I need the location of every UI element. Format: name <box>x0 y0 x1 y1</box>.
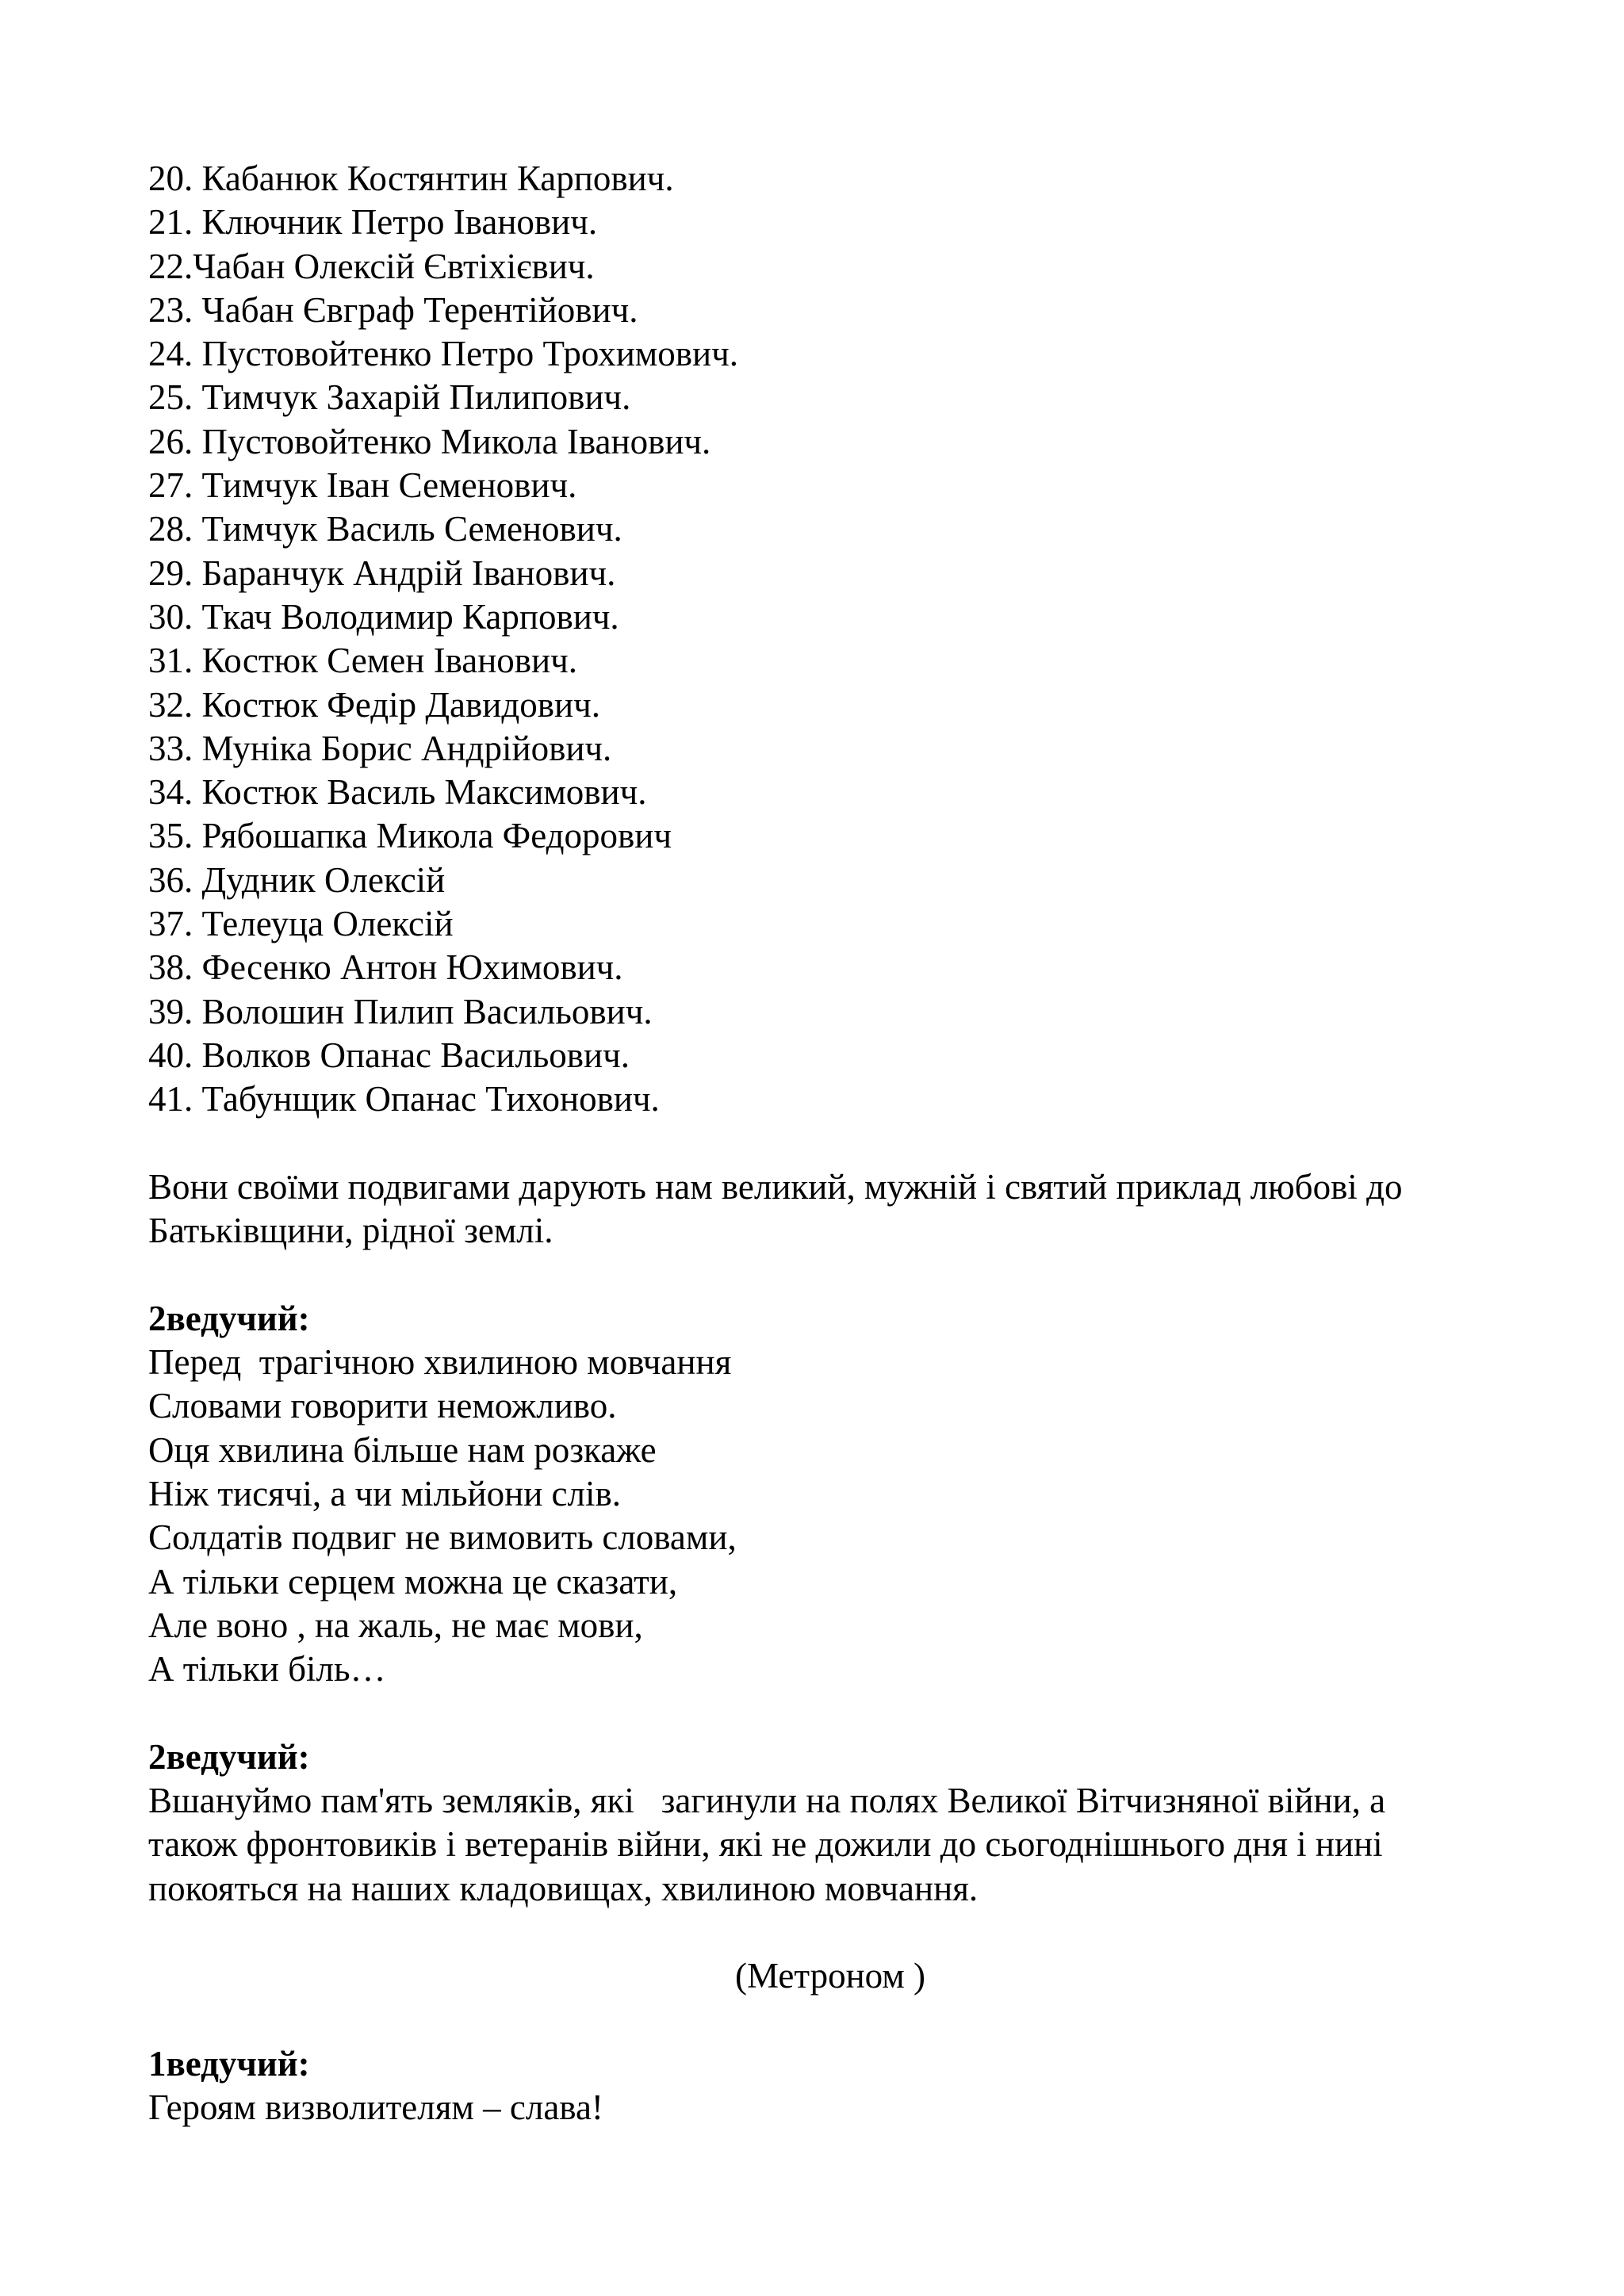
name-entry: 28. Тимчук Василь Семенович. <box>148 509 622 549</box>
name-entry: 30. Ткач Володимир Карпович. <box>148 596 619 637</box>
poem-block <box>148 1297 1512 1692</box>
paragraph-gap <box>148 1253 1512 1296</box>
poem-line: Оця хвилина більше нам розкаже <box>148 1429 657 1470</box>
silence-line: також фронтовиків і ветеранів війни, які не дожили до сьогоднішнього дня і нині <box>148 1824 1383 1865</box>
name-entry: 36. Дудник Олексій <box>148 859 446 900</box>
name-entry: 37. Телеуца Олексій <box>148 904 454 944</box>
closing-line: Героям визволителям – слава! <box>148 2087 603 2128</box>
silence-line: Вшануймо пам'ять земляків, які загинули на полях Великої Вітчизняної війни, а <box>148 1780 1386 1820</box>
poem-line: А тільки серцем можна це сказати, <box>148 1561 678 1601</box>
tribute-line: Батьківщини, рідної землі. <box>148 1211 553 1251</box>
speaker-label: 1ведучий: <box>148 2043 310 2084</box>
poem-line: Словами говорити неможливо. <box>148 1386 617 1426</box>
paragraph-gap <box>148 1998 1512 2042</box>
name-entry: 38. Фесенко Антон Юхимович. <box>148 947 623 988</box>
poem-line: А тільки біль… <box>148 1649 386 1689</box>
paragraph-gap <box>148 1122 1512 1165</box>
name-entry: 25. Тимчук Захарій Пилипович. <box>148 377 631 418</box>
name-entry: 20. Кабанюк Костянтин Карпович. <box>148 159 674 198</box>
poem-line: Але воно , на жаль, не має мови, <box>148 1605 643 1645</box>
name-entry: 32. Костюк Федір Давидович. <box>148 684 600 725</box>
name-entry: 34. Костюк Василь Максимович. <box>148 772 647 813</box>
name-entry: 41. Табунщик Опанас Тихонович. <box>148 1079 660 1119</box>
name-entry: 21. Ключник Петро Іванович. <box>148 202 598 243</box>
tribute-line: Вони своїми подвигами дарують нам великий, мужній і святий приклад любові до <box>148 1166 1403 1207</box>
closing-block <box>148 2042 1512 2130</box>
name-entry: 29. Баранчук Андрій Іванович. <box>148 553 616 593</box>
poem-line: Солдатів подвиг не вимовить словами, <box>148 1517 737 1558</box>
silence-block <box>148 1735 1512 1911</box>
name-entry: 22.Чабан Олексій Євтіхієвич. <box>148 246 595 286</box>
paragraph-gap <box>148 1911 1512 1954</box>
stage-direction: (Метроном ) <box>734 1956 926 1996</box>
name-entry: 31. Костюк Семен Іванович. <box>148 641 577 681</box>
speaker-label: 2ведучий: <box>148 1736 310 1777</box>
silence-line: покояться на наших кладовищах, хвилиною мовчання. <box>148 1868 979 1908</box>
paragraph-gap <box>148 1691 1512 1735</box>
name-entry: 33. Муніка Борис Андрійович. <box>148 728 612 768</box>
poem-line: Ніж тисячі, а чи мільйони слів. <box>148 1473 621 1513</box>
name-entry: 35. Рябошапка Микола Федорович <box>148 816 672 856</box>
name-entry: 27. Тимчук Іван Семенович. <box>148 465 577 506</box>
poem-line: Перед трагічною хвилиною мовчання <box>148 1342 732 1383</box>
name-entry: 40. Волков Опанас Васильович. <box>148 1035 630 1075</box>
speaker-label: 2ведучий: <box>148 1298 310 1338</box>
names-list <box>148 157 1512 1122</box>
name-entry: 26. Пустовойтенко Микола Іванович. <box>148 421 711 461</box>
name-entry: 24. Пустовойтенко Петро Трохимович. <box>148 334 738 374</box>
page-content <box>148 157 1512 2130</box>
tribute-paragraph <box>148 1165 1512 1253</box>
name-entry: 39. Волошин Пилип Васильович. <box>148 991 653 1031</box>
name-entry: 23. Чабан Євграф Терентійович. <box>148 289 638 330</box>
